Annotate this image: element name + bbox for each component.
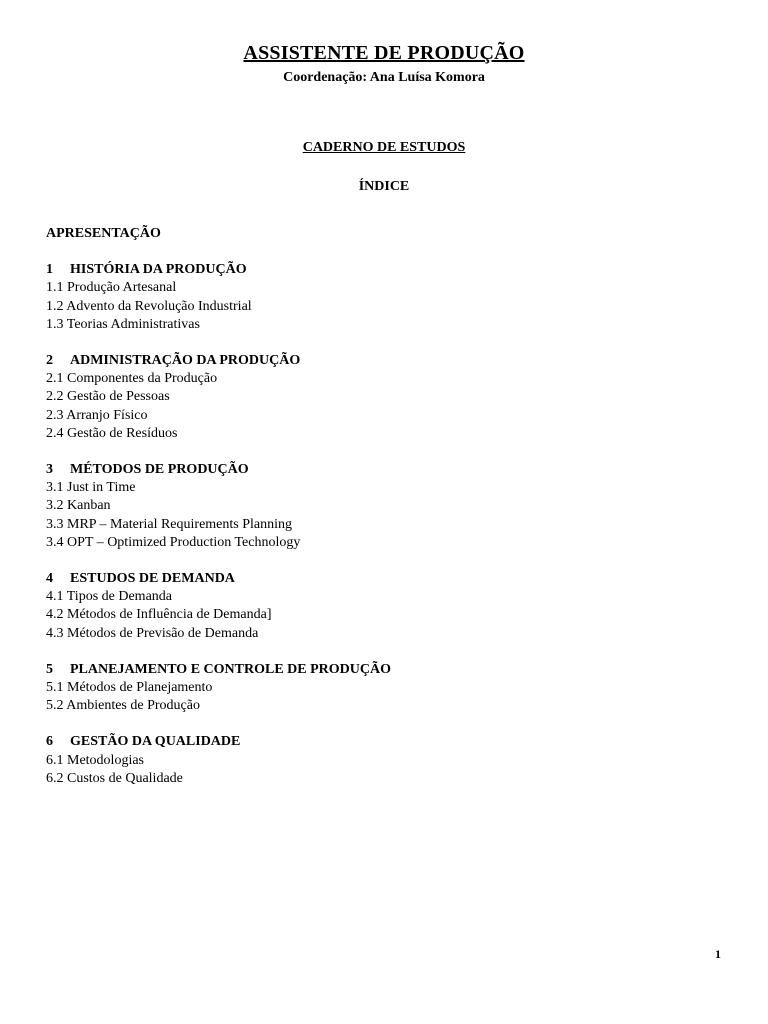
toc-item: 3.4 OPT – Optimized Production Technology	[46, 534, 301, 550]
toc-item: 2.4 Gestão de Resíduos	[46, 425, 178, 441]
section-title: ESTUDOS DE DEMANDA	[70, 571, 235, 587]
toc-item: 3.3 MRP – Material Requirements Planning	[46, 516, 293, 532]
section-title: ADMINISTRAÇÃO DA PRODUÇÃO	[70, 353, 301, 369]
document-title: ASSISTENTE DE PRODUÇÃO	[243, 42, 525, 64]
toc-item: 5.2 Ambientes de Produção	[46, 698, 200, 714]
toc-item: 4.1 Tipos de Demanda	[46, 589, 172, 605]
toc-section-3	[46, 461, 726, 552]
section-title: MÉTODOS DE PRODUÇÃO	[70, 462, 249, 478]
section-heading	[46, 570, 726, 588]
toc-item: 3.2 Kanban	[46, 498, 111, 514]
section-heading	[46, 661, 726, 679]
section-title: PLANEJAMENTO E CONTROLE DE PRODUÇÃO	[70, 661, 391, 677]
toc-item: 4.2 Métodos de Influência de Demanda]	[46, 607, 272, 623]
toc-section-5	[46, 661, 726, 716]
toc-section-1	[46, 261, 726, 334]
toc-item: 3.1 Just in Time	[46, 480, 136, 496]
toc-item: 5.1 Métodos de Planejamento	[46, 680, 213, 696]
toc-item: 4.3 Métodos de Previsão de Demanda	[46, 625, 259, 641]
section-heading	[46, 261, 726, 279]
toc-item: 2.2 Gestão de Pessoas	[46, 389, 170, 405]
toc-intro-entry: APRESENTAÇÃO	[46, 226, 161, 241]
section-number: 5	[46, 661, 53, 677]
section-number: 3	[46, 462, 53, 478]
section-number: 2	[46, 353, 53, 369]
section-number: 4	[46, 571, 53, 587]
coordination-line: Coordenação: Ana Luísa Komora	[283, 70, 485, 85]
toc-section-6	[46, 733, 726, 788]
document-subtitle: CADERNO DE ESTUDOS	[302, 140, 466, 155]
index-heading: ÍNDICE	[358, 179, 410, 194]
toc-item: 2.1 Componentes da Produção	[46, 371, 218, 387]
section-number: 1	[46, 262, 53, 278]
section-heading	[46, 352, 726, 370]
toc-item: 1.2 Advento da Revolução Industrial	[46, 298, 252, 314]
page-number: 1	[715, 947, 721, 961]
toc-section-2	[46, 352, 726, 443]
toc-item: 2.3 Arranjo Físico	[46, 407, 148, 423]
section-heading	[46, 461, 726, 479]
toc-section-4	[46, 570, 726, 643]
section-heading	[46, 733, 726, 751]
toc-item: 6.1 Metodologias	[46, 752, 144, 768]
toc-item: 1.3 Teorias Administrativas	[46, 316, 200, 332]
toc-item: 6.2 Custos de Qualidade	[46, 770, 183, 786]
section-title: GESTÃO DA QUALIDADE	[70, 734, 241, 750]
table-of-contents	[46, 225, 726, 806]
toc-item: 1.1 Produção Artesanal	[46, 280, 177, 296]
section-title: HISTÓRIA DA PRODUÇÃO	[70, 262, 247, 278]
section-number: 6	[46, 734, 53, 750]
